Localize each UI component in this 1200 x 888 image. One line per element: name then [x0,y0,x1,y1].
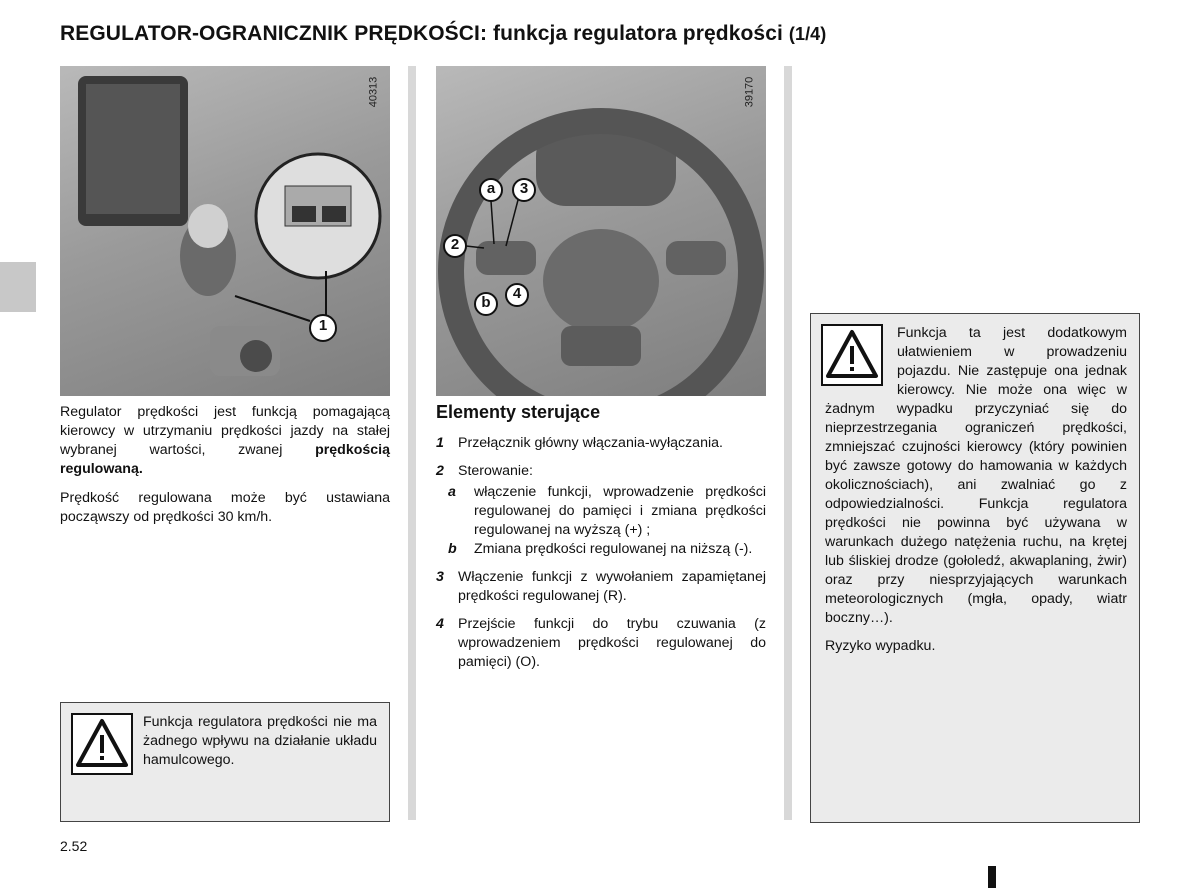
list-item [436,615,766,672]
sub-item-text: Zmiana prędkości regulowanej na niższą (-). [474,541,753,557]
console-photo [60,66,390,396]
item-number: 1 [436,435,444,451]
item-number: 2 [436,463,444,479]
section-heading: Elementy sterujące [436,402,601,422]
warning-content [825,324,1127,656]
photo-id-left: 40313 [367,76,380,108]
warning-risk: Ryzyko wypadku. [825,638,936,654]
sub-item [436,483,766,540]
sub-item-text: włączenie funkcji, wprowadzenie prędkości regulowanej do pamięci i zmiana prędkości regulowanej na wyższą (+) ; [474,484,766,538]
item-text: Przejście funkcji do trybu czuwania (z wprowadzeniem prędkości regulowanej do pamięci) (O). [458,616,766,670]
item-number: 3 [436,569,444,585]
callout-3: 3 [519,180,529,197]
controls-list [436,434,766,681]
steering-wheel-illustration [436,66,766,396]
speed-paragraph: Prędkość regulowana może być ustawiana począwszy od prędkości 30 km/h. [60,490,390,525]
console-illustration [60,66,390,396]
list-item [436,434,766,453]
item-text: Włączenie funkcji z wywołaniem zapamiętanej prędkości regulowanej (R). [458,569,766,604]
sub-item-letter: b [448,541,457,557]
warning-box-responsibility [810,313,1140,823]
list-item [436,568,766,606]
warning-icon [71,713,133,775]
page-corner-mark [988,866,996,888]
item-text: Sterowanie: [458,463,533,479]
sub-item-letter: a [448,484,456,500]
callout-a: a [486,180,496,197]
warning-text-brakes: Funkcja regulatora prędkości nie ma żadnego wpływu na działanie układu hamulcowego. [143,714,377,768]
photo-id-right: 39170 [743,76,756,108]
intro-text [60,403,390,537]
column-divider-left [408,66,416,820]
title-page-indicator: (1/4) [788,24,827,44]
column-divider-right [784,66,792,820]
intro-text-regular: Regulator prędkości jest funkcją pomagającą kierowcy w utrzymaniu prędkości jazdy na stałej wybranej wartości, zwanej [60,404,390,458]
page-title [60,22,826,46]
intro-paragraph [60,403,390,479]
item-number: 4 [436,616,444,632]
intro-text-bold: prędkością regulowaną. [60,442,390,477]
callout-b: b [481,294,491,311]
callout-1: 1 [318,317,328,334]
warning-box-brakes [60,702,390,822]
sub-item [436,540,766,559]
chapter-tab [0,262,36,312]
list-item [436,462,766,481]
icon-float-spacer [825,324,897,390]
page-number: 2.52 [60,838,88,854]
callout-2: 2 [450,236,460,253]
item-text: Przełącznik główny włączania-wyłączania. [458,435,723,451]
title-main: REGULATOR-OGRANICZNIK PRĘDKOŚCI: funkcja regulatora prędkości [60,22,783,45]
callout-4: 4 [512,285,522,302]
steering-wheel-photo [436,66,766,396]
warning-text-responsibility: Funkcja ta jest dodatkowym ułatwieniem w prowadzeniu pojazdu. Nie zastępuje ona jednak kierowcy. Nie może ona więc w żadnym wypadku przyczyniać się do nieprzestrzegania ograniczeń prędkości, zmniejszać czujności kierowcy (który powinien być zawsze gotowy do hamowania w każdych okolicznościach), ani zwalniać go z odpowiedzialności. Funkcja regulatora prędkości nie powinna być używana w warunkach dużego natężenia ruchu, na krętej lub śliskiej drodze (gołoledź, akwaplaning, żwir) oraz przy niesprzyjających warunkach meteorologicznych (mgła, opady, wiatr boczny…). [825,325,1127,626]
